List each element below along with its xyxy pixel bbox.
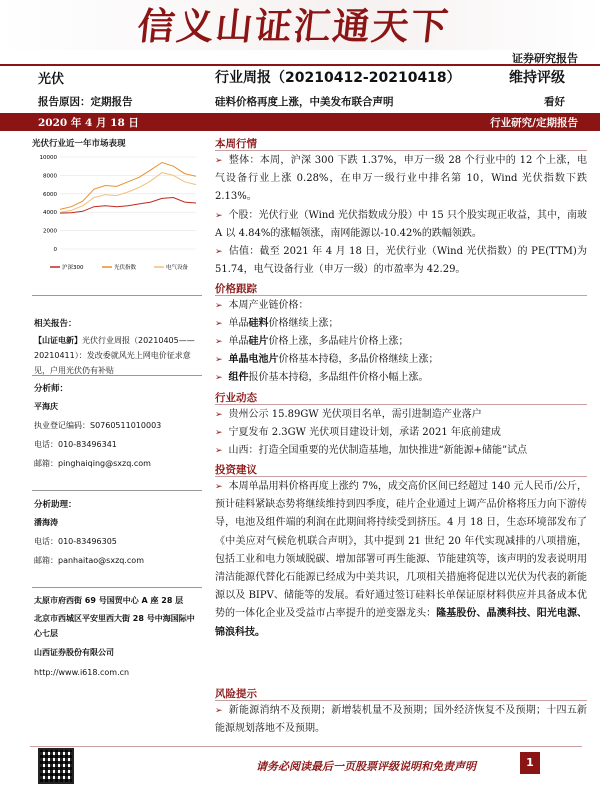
price-text: 价格继续上涨； <box>268 318 339 329</box>
price-item <box>215 351 587 369</box>
section-rule <box>215 476 587 477</box>
bullet-icon: ➢ <box>215 706 223 716</box>
brand-slogan: 信义山证汇通天下 <box>135 5 452 48</box>
chart-y-tick-label: 2000 <box>43 228 57 235</box>
section-risk: 风险提示 <box>215 688 257 700</box>
analyst-cert: 执业登记编码：S0760511010003 <box>34 421 162 430</box>
chart-y-ticks <box>40 155 58 253</box>
price-text: 价格上涨，多晶硅片价格上涨； <box>268 336 409 347</box>
weekly-valuation-text: 估值：截至 2021 年 4 月 18 日，光伏行业（Wind 光伏指数）的 PE(TTM)为 51.74，电气设备行业（申万一级）的市盈率为 42.29。 <box>215 246 587 276</box>
bullet-icon: ➢ <box>215 482 223 492</box>
analyst-title: 分析师： <box>34 384 69 394</box>
news-item[interactable] <box>215 424 587 442</box>
price-text: 单晶 <box>228 336 249 347</box>
price-item <box>215 315 587 333</box>
bullet-icon: ➢ <box>215 428 223 438</box>
chart-legend-label: 沪深300 <box>62 265 84 271</box>
report-reason: 报告原因：定期报告 <box>38 96 133 108</box>
qr-code-icon <box>38 748 74 784</box>
chart-legend-label: 电气设备 <box>166 265 189 271</box>
price-text: 单晶 <box>228 318 249 329</box>
price-intro: 本周产业链价格： <box>228 300 309 311</box>
sidebar <box>32 135 202 735</box>
related-report-text: 光伏行业周报（20210405——20210411）：发改委就风光上网电价征求意见，户用光伏仍有补贴 <box>34 336 195 375</box>
chart-y-tick-label: 8000 <box>43 173 57 180</box>
chart-grid <box>60 157 196 249</box>
related-reports-title: 相关报告： <box>34 319 77 329</box>
price-item <box>215 369 587 387</box>
chart-y-tick-label: 6000 <box>43 191 57 198</box>
divider <box>32 295 202 296</box>
analyst-email[interactable]: 邮箱：pinghaiqing@sxzq.com <box>34 459 151 468</box>
assistant-title: 分析助理： <box>34 500 77 510</box>
report-date: 2020 年 4 月 18 日 <box>38 117 139 129</box>
section-industry-news: 行业动态 <box>215 392 257 404</box>
report-type: 证券研究报告 <box>512 52 578 65</box>
chart-y-tick-label: 10000 <box>39 155 57 161</box>
price-text: 报价基本持稳，多晶组件价格小幅上涨。 <box>248 372 429 383</box>
investment-paragraph <box>215 478 587 642</box>
chart-series-line <box>60 198 196 214</box>
bullet-icon: ➢ <box>215 319 223 329</box>
sector-name: 光伏 <box>38 72 65 87</box>
bullet-icon: ➢ <box>215 247 223 257</box>
chart-y-tick-label: 0 <box>53 247 57 253</box>
page-number: 1 <box>520 752 540 774</box>
bullet-icon: ➢ <box>215 211 223 221</box>
bullet-icon: ➢ <box>215 355 223 365</box>
divider <box>32 490 202 491</box>
chart-title: 光伏行业近一年市场表现 <box>32 139 126 149</box>
report-title: 行业周报（20210412-20210418） <box>215 70 461 86</box>
bullet-icon: ➢ <box>215 301 223 311</box>
rating-value: 看好 <box>544 96 565 108</box>
chart-y-tick-label: 4000 <box>43 210 57 217</box>
bullet-icon: ➢ <box>215 156 223 166</box>
analyst-name: 平海庆 <box>34 402 58 411</box>
address-beijing: 北京市西城区平安里西大街 28 号中海国际中心七层 <box>34 614 195 638</box>
price-item <box>215 297 587 315</box>
chart-legend <box>50 263 189 271</box>
address-taiyuan: 太原市府西街 69 号国贸中心 A 座 28 层 <box>34 596 184 605</box>
chart-series-line <box>60 163 196 210</box>
news-item[interactable] <box>215 406 587 424</box>
footer-rule <box>30 746 582 747</box>
news-text: 山西：打造全国重要的光伏制造基地，加快推进“新能源+储能”试点 <box>228 445 528 456</box>
news-text: 贵州公示 15.89GW 光伏项目名单，需引进制造产业落户 <box>228 409 482 420</box>
price-key: 硅料 <box>248 318 269 329</box>
market-chart <box>32 149 202 289</box>
weekly-stocks <box>215 207 587 243</box>
company-website[interactable]: http://www.i618.com.cn <box>34 668 130 677</box>
section-weekly-market: 本周行情 <box>215 138 257 150</box>
risk-text: 新能源消纳不及预期；新增装机量不及预期；国外经济恢复不及预期；十四五新能源规划落地不及预期。 <box>215 705 587 735</box>
bullet-icon: ➢ <box>215 446 223 456</box>
weekly-valuation <box>215 243 587 279</box>
weekly-overall-text: 整体：本周，沪深 300 下跌 1.37%，申万一级 28 个行业中的 12 个上涨，电气设备行业上涨 0.28%，在申万一级行业中排名第 10，Wind 光伏指数下跌 2.13%。 <box>215 155 587 203</box>
bullet-icon: ➢ <box>215 337 223 347</box>
risk-paragraph <box>215 702 587 738</box>
disclaimer-note: 请务必阅读最后一页股票评级说明和免责声明 <box>256 760 476 773</box>
section-rule <box>215 404 587 405</box>
price-key: 单晶 <box>228 354 249 365</box>
analyst-phone: 电话：010-83496341 <box>34 440 117 449</box>
price-key: 硅片 <box>248 336 269 347</box>
price-key: 组件 <box>228 372 249 383</box>
report-category: 行业研究/定期报告 <box>490 117 578 129</box>
assistant-phone: 电话：010-83496305 <box>34 537 117 546</box>
section-price-tracking: 价格跟踪 <box>215 283 257 295</box>
investment-picks: 隆基股份、晶澳科技、阳光电源、锦浪科技。 <box>215 608 588 638</box>
bullet-icon: ➢ <box>215 373 223 383</box>
assistant-email[interactable]: 邮箱：panhaitao@sxzq.com <box>34 556 144 565</box>
investment-text: 本周单晶用料价格再度上涨约 7%，成交高价区间已经超过 140 元人民币/公斤，预计硅料紧缺态势将继续维持到四季度，硅片企业通过上调产品价格将压力向下游传导，电池及组件端的利润在此期间将持续受到挤压。4 月 18 日，生态环境部发布了《中美应对气候危机联合声明》，其中提到 21 世纪 20 年代实现减排的八项措施，包括工业和电力领域脱碳、增加部署可再生能源、节能建筑等，该声明的发表说明用清洁能源代替化石能源已经成为中美共识，几项相关措施将促进以光伏为代表的新能源以及 BIPV、储能等的发展。看好通过签订硅料长单保证原材料供应并具备成本优势的一体化企业及受益市占率提升的逆变器龙头： <box>215 481 587 620</box>
section-rule <box>215 150 587 151</box>
divider <box>32 375 202 376</box>
news-item[interactable] <box>215 442 587 460</box>
rating-label: 维持评级 <box>509 70 565 86</box>
related-report-item[interactable] <box>34 333 202 378</box>
news-text: 宁夏发布 2.3GW 光伏项目建设计划，承诺 2021 年底前建成 <box>228 427 501 438</box>
chart-lines <box>60 163 196 214</box>
section-investment: 投资建议 <box>215 464 257 476</box>
price-item <box>215 333 587 351</box>
assistant-name: 潘海涛 <box>34 518 58 527</box>
weekly-overall <box>215 152 587 207</box>
company-name: 山西证券股份有限公司 <box>34 648 114 657</box>
report-subtitle: 硅料价格再度上涨，中美发布联合声明 <box>215 96 394 108</box>
price-key: 电池片 <box>248 354 279 365</box>
price-text: 价格基本持稳，多晶价格继续上涨； <box>278 354 439 365</box>
chart-legend-label: 光伏指数 <box>114 265 137 271</box>
related-report-tag: 【山证电新】 <box>34 336 82 345</box>
divider <box>32 587 202 588</box>
section-rule <box>215 295 587 296</box>
section-rule <box>215 700 587 701</box>
weekly-stocks-text: 个股：光伏行业（Wind 光伏指数成分股）中 15 只个股实现正收益，其中，南玻 A 以 4.84%的涨幅领涨，南网能源以-10.42%的跌幅领跌。 <box>215 210 587 240</box>
bullet-icon: ➢ <box>215 410 223 420</box>
